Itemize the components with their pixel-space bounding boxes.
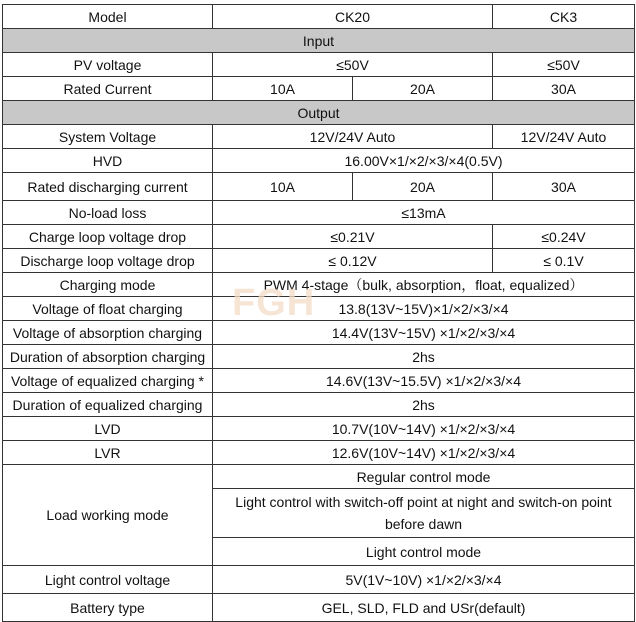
- rated-discharging-30a: 30A: [493, 173, 635, 201]
- header-ck20: CK20: [213, 5, 493, 29]
- row-label: No-load loss: [3, 201, 213, 225]
- row-label: LVD: [3, 417, 213, 441]
- table-row: [3, 345, 635, 369]
- header-ck3: CK3: [493, 5, 635, 29]
- table-row: [3, 297, 635, 321]
- table-row: [3, 225, 635, 249]
- load-mode-option: Regular control mode: [213, 465, 635, 489]
- table-row: [3, 249, 635, 273]
- table-row: [3, 465, 635, 489]
- pv-voltage-ck20: ≤50V: [213, 53, 493, 77]
- rated-discharging-20a: 20A: [353, 173, 493, 201]
- section-output: Output: [3, 101, 635, 125]
- table-row: [3, 53, 635, 77]
- table-row: [3, 125, 635, 149]
- row-label: Charge loop voltage drop: [3, 225, 213, 249]
- row-label: LVR: [3, 441, 213, 465]
- row-label: System Voltage: [3, 125, 213, 149]
- row-label: Light control voltage: [3, 566, 213, 594]
- table-row: [3, 173, 635, 201]
- charge-drop-ck3: ≤0.24V: [493, 225, 635, 249]
- row-label: HVD: [3, 149, 213, 173]
- table-row: [3, 149, 635, 173]
- charging-mode-value: PWM 4-stage（bulk, absorption，float, equalized）: [213, 273, 635, 297]
- spec-table: [2, 4, 635, 622]
- charge-drop-ck20: ≤0.21V: [213, 225, 493, 249]
- section-input: Input: [3, 29, 635, 53]
- table-row: [3, 321, 635, 345]
- system-voltage-ck3: 12V/24V Auto: [493, 125, 635, 149]
- table-row: [3, 566, 635, 594]
- row-label: Rated Current: [3, 77, 213, 101]
- float-voltage-value: 13.8(13V~15V)×1/×2/×3/×4: [213, 297, 635, 321]
- discharge-drop-ck3: ≤ 0.1V: [493, 249, 635, 273]
- row-label: Charging mode: [3, 273, 213, 297]
- table-row: [3, 101, 635, 125]
- rated-current-30a: 30A: [493, 77, 635, 101]
- row-label: Battery type: [3, 594, 213, 622]
- absorption-duration-value: 2hs: [213, 345, 635, 369]
- absorption-voltage-value: 14.4V(13V~15V) ×1/×2/×3/×4: [213, 321, 635, 345]
- battery-type-value: GEL, SLD, FLD and USr(default): [213, 594, 635, 622]
- table-row: [3, 369, 635, 393]
- hvd-value: 16.00V×1/×2/×3/×4(0.5V): [213, 149, 635, 173]
- table-row: [3, 201, 635, 225]
- table-row: [3, 77, 635, 101]
- rated-current-20a: 20A: [353, 77, 493, 101]
- header-model-label: Model: [3, 5, 213, 29]
- row-label: PV voltage: [3, 53, 213, 77]
- lvr-value: 12.6V(10V~14V) ×1/×2/×3/×4: [213, 441, 635, 465]
- table-row: [3, 5, 635, 29]
- table-row: [3, 393, 635, 417]
- table-row: [3, 441, 635, 465]
- equalized-duration-value: 2hs: [213, 393, 635, 417]
- table-row: [3, 29, 635, 53]
- lvd-value: 10.7V(10V~14V) ×1/×2/×3/×4: [213, 417, 635, 441]
- row-label: Voltage of equalized charging *: [3, 369, 213, 393]
- pv-voltage-ck3: ≤50V: [493, 53, 635, 77]
- rated-current-10a: 10A: [213, 77, 353, 101]
- system-voltage-ck20: 12V/24V Auto: [213, 125, 493, 149]
- table-row: [3, 273, 635, 297]
- equalized-voltage-value: 14.6V(13V~15.5V) ×1/×2/×3/×4: [213, 369, 635, 393]
- row-label: Voltage of float charging: [3, 297, 213, 321]
- watermark-logo: FGH: [232, 282, 316, 324]
- row-label: Discharge loop voltage drop: [3, 249, 213, 273]
- load-mode-option: Light control with switch-off point at night and switch-on point before dawn: [213, 489, 635, 538]
- no-load-value: ≤13mA: [213, 201, 635, 225]
- light-control-voltage-value: 5V(1V~10V) ×1/×2/×3/×4: [213, 566, 635, 594]
- table-row: [3, 417, 635, 441]
- discharge-drop-ck20: ≤ 0.12V: [213, 249, 493, 273]
- row-label: Rated discharging current: [3, 173, 213, 201]
- row-label: Duration of equalized charging: [3, 393, 213, 417]
- row-label: Load working mode: [3, 465, 213, 566]
- rated-discharging-10a: 10A: [213, 173, 353, 201]
- load-mode-option: Light control mode: [213, 538, 635, 566]
- row-label: Voltage of absorption charging: [3, 321, 213, 345]
- row-label: Duration of absorption charging: [3, 345, 213, 369]
- table-row: [3, 594, 635, 622]
